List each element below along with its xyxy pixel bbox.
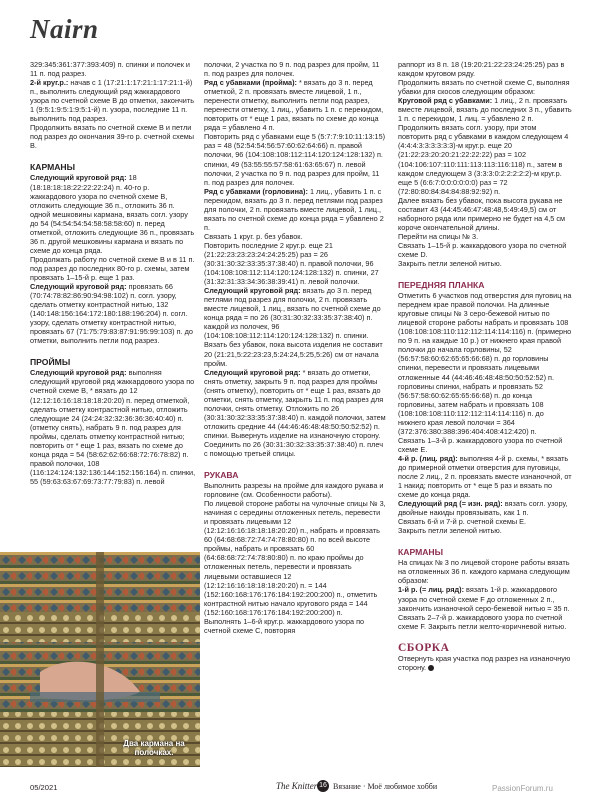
step-label: 1-й р. (= лиц. ряд):: [398, 585, 465, 595]
paragraph: [398, 654, 572, 672]
fair-isle-cardigan-image: [0, 552, 200, 767]
step-label: Круговой ряд с убавками:: [398, 96, 493, 106]
watermark: PassionForum.ru: [492, 784, 553, 793]
step-label: Следующий круговой ряд:: [204, 367, 301, 377]
step-label: Следующий круговой ряд:: [30, 368, 127, 378]
step-text: 1 лиц., 2 п. провязать вместе лицевой, вязать до последних 3 п., убавить 1 п. с перекидом, 1 лиц. = убавлено 2 п.: [398, 96, 572, 124]
end-mark-icon: [428, 665, 434, 671]
paragraph: Связать 1 круг. р. без убавок.: [204, 231, 303, 241]
paragraph: [204, 286, 386, 340]
paragraph: [398, 454, 572, 499]
section-heading-armholes: ПРОЙМЫ: [30, 357, 71, 368]
step-text: выполняя 4-й р. схемы, * вязать до примерной отметки отверстия для пуговицы, после 2 лиц., 2 п. провязать вместе изнаночной, от 1 накид; повторить от * еще 5 раз и вязать по схеме до конца ряда.: [398, 453, 572, 500]
garment-photo: [0, 552, 200, 767]
page-footer: [0, 776, 597, 800]
step-label: Ряд с убавками (горловина):: [204, 186, 308, 196]
step-label: 2-й круг.р.:: [30, 78, 69, 88]
paragraph: По лицевой стороне работы на чулочные спицы № 3, начиная с середины отложенных петель, перевести и провязать лицевыми 12 (12:12:16:16:18:18:18:20:20) п., набрать и провязать 60 (64:68:68:72:74:74:78:80:80) п. по всей высоте проймы, набрать и провязать 60 (64:68:68:72:74:78:80:80) п. по краю проймы до отложенных петель, перевести и провязать лицевыми оставшиеся 12 (12:12:16:16:18:18:18:20:20) п. = 144 (152:160:168:176:176:184:192:200:200) п., отметить контрастной нитью начало кругового ряда = 144 (152:160:168:176:176:184:192:200:200) п.: [204, 499, 386, 617]
step-text: вязать до 3 п. перед петлями под разрез для полочки, 2 п. провязать вместе лицевой, 1 лиц., вязать по счетной схеме до конца ряда = по 26 (30:31:30:32:33:35:37:38:40) п. каждой из полочек, 96 (104:108:108:112:114:120:124:128:132) п. спинки.: [204, 286, 381, 341]
paragraph: Связать 1–3-й р. жаккардового узора по счетной схеме Е.: [398, 435, 563, 454]
paragraph: Повторить последние 2 круг.р. еще 21 (21:22:23:23:23:24:24:25:25) раз = 26 (30:31:30:32:33:35:37:38:40) п. правой полочки, 96 (104:108:108:112:114:120:124:128:132) п. спинки, 27 (31:32:31:33:34:36:38:39:41) п. левой полочки.: [204, 240, 379, 287]
paragraph: Продолжать работу по счетной схеме В и в 11 п. под разрез до последних 80-го р. схемы, затем провязать 1–15-й р. еще 1 раз.: [30, 254, 195, 282]
paragraph: Повторить ряд с убавками еще 5 (5:7:7:9:10:11:13:15) раз = 48 (52:54:54:56:57:60:62:64:66) п. правой полочки, 96 (104:108:108:112:114:120:124:128:132) п. спинки, 49 (53:55:55:57:58:61:63:65:67) п. левой полочки, 2 участка по 9 п. под разрез для пройм, 11 п. под разрез для полочек.: [204, 132, 386, 187]
paragraph: Соединить по 26 (30:31:30:32:33:35:37:38:40) п. плеч с помощью третьей спицы.: [204, 439, 384, 459]
step-label: Следующий ряд (= изн. ряд):: [398, 499, 503, 509]
paragraph: [398, 585, 572, 630]
photo-caption: Два кармана на полочках.: [123, 739, 185, 757]
step-label: Ряд с убавками (пройма):: [204, 78, 297, 88]
paragraph: Связать 1–15-й р. жаккардового узора по счетной схеме D.: [398, 240, 567, 259]
paragraph: полочки, 2 участка по 9 п. под разрез для пройм, 11 п. под разрез для полочек.: [204, 60, 380, 79]
step-text: Отвернуть края участка под разрез на изнаночную сторону.: [398, 653, 571, 672]
paragraph: [398, 499, 572, 517]
step-text: * вязать до отметки, снять отметку, закрыть 9 п. под разрез для проймы (снять отметку), повторить от * еще 1 раз, вязать до отметки, снять отметку, закрыть 11 п. под разрез для полочки, снять отметку. Отложить по 26 (30:31:30:32:33:35:37:38:40) п. каждой полочки, затем отложить средние 44 (44:46:46:48:48:50:50:52:52) п. спинки. Вывернуть изделие на изнаночную сторону.: [204, 367, 386, 440]
step-text: 1 лиц., убавить 1 п. с перекидом, вязать до 3 п. перед петлями под разрез для полочки, 2 п. провязать вместе лицевой, 1 лиц., вязать по счетной схеме до конца ряда = убавлено 2 п.: [204, 186, 384, 232]
paragraph: [30, 173, 196, 254]
paragraph: Вязать без убавок, пока высота изделия не составит 20 (21:21,5:22:23:23,5:24:24,5:25,5:26) см от начала пройм.: [204, 340, 383, 368]
step-label: Следующий круговой ряд:: [204, 286, 301, 296]
paragraph: [30, 78, 196, 123]
magazine-name: The Knitter: [276, 781, 318, 791]
step-text: начав с 1 (17:21:1:17:21:1:17:21:1-й) п., выполнить следующий ряд жаккардового узора по счетной схеме В до отметки, закончить 1 (9:5:1:9:5:1:9:5:1-й) п. узора, последние 11 п. выполнить под разрез.: [30, 78, 195, 124]
step-label: Следующий круговой ряд:: [30, 282, 127, 292]
step-text: выполняя следующий круговой ряд жаккардового узора по счетной схеме В, * вязать до 12 (12:12:16:16:18:18:18:20:20) п. перед отметкой, сделать отметку контрастной нитью, отложить следующие 24 (24:24:32:32:36:36:36:40:40) п. (отметку снять), набрать 9 п. под разрез для проймы, сделать отметку контрастной нитью; повторить от * еще 1 раз, вязать по схеме до конца ряда = 54 (58:62:62:66:68:72:76:78:82) п. правой полочки, 108 (116:124:124:132:136:144:152:156:164) п. спинки, 55 (59:63:63:67:69:73:77:79:83) п. левой: [30, 368, 196, 486]
issue-date: 05/2021: [30, 783, 58, 792]
step-text: 18 (18:18:18:18:22:22:22:24) п. 40-го р. жаккардового узора по счетной схеме В, отложить следующие 36 п., отложить 36 п. одной мешковины кармана, вязать согл. узору до 54 (54:54:54:54:58:58:58:60) п. перед отметкой, отложить следующие 36 п., провязать 36 п. другой мешковины кармана и вязать по схеме до конца ряда.: [30, 173, 195, 255]
step-text: * вязать до 3 п. перед отметкой, 2 п. провязать вместе лицевой, 1 п., перенести отметку, выполнить петли под разрез, перенести отметку, 1 лиц., убавить 1 п. с перекидом, повторить от * еще 1 раз, вязать по схеме до конца ряда = убавлено 4 п.: [204, 78, 384, 133]
text-column-3: [398, 60, 572, 742]
section-heading-pockets-2: КАРМАНЫ: [398, 547, 444, 558]
paragraph: [30, 368, 196, 486]
paragraph: [30, 282, 196, 345]
section-heading-front-band: ПЕРЕДНЯЯ ПЛАНКА: [398, 280, 485, 291]
magazine-subtitle: Вязание · Моё любимое хобби: [333, 782, 438, 791]
paragraph: Закрыть петли зеленой нитью.: [398, 259, 502, 269]
text-column-1: [30, 60, 196, 540]
paragraph: Далее вязать без убавок, пока высота рукава не составит 43 (44:45:46:47:48:48,5:49:49,5) см от наборного ряда или примерно не будет на 4,5 см короче окончательной длины.: [398, 195, 566, 232]
paragraph: На спицах № 3 по лицевой стороне работы вязать на отложенных 36 п. каждого кармана следующим образом:: [398, 558, 570, 586]
paragraph: Выполнять 1–6-й круг.р. жаккардового узора по счетной схеме С, повторяя: [204, 616, 365, 635]
step-text: провязать 66 (70:74:78:82:86:90:94:98:102) п. согл. узору, сделать отметку контрастной нитью, 132 (140:148:156:164:172:180:188:196:204) п. согл. узору, сделать отметку контрастной нитью, провязать 67 (71:75:79:83:87:91:95:99:103) п. до отметки, выполнить петли под разрез.: [30, 282, 193, 346]
page-number: 16: [317, 780, 329, 792]
step-label: 4-й р. (лиц. ряд):: [398, 453, 458, 463]
text-column-2: [204, 60, 386, 635]
paragraph: Выполнить разрезы на пройме для каждого рукава и горловине (см. Особенности работы).: [204, 481, 384, 500]
paragraph: Закрыть петли зеленой нитью.: [398, 526, 502, 536]
paragraph: [398, 96, 572, 123]
section-heading-pockets: КАРМАНЫ: [30, 162, 76, 173]
section-heading-sleeves: РУКАВА: [204, 470, 239, 481]
page-title: Nairn: [30, 14, 99, 44]
step-text: вязать согл. узору, двойные накиды провязывать, как 1 п.: [398, 499, 568, 518]
paragraph: Перейти на спицы № 3.: [398, 231, 479, 241]
step-text: вязать 1-й р. жаккардового узора по счетной схеме F до отложенных 2 п., закончить изнаночной серо-бежевой нитью = 35 п. Связать 2–7-й р. жаккардового узора по счетной схеме F. Закрыть петли желто-коричневой нитью.: [398, 585, 570, 631]
step-label: Следующий круговой ряд:: [30, 173, 127, 183]
paragraph: раппорт из 8 п. 18 (19:20:21:22:23:24:25:25) раз в каждом круговом ряду.: [398, 60, 565, 79]
paragraph: [204, 78, 386, 132]
paragraph: Связать 6-й и 7-й р. счетной схемы Е.: [398, 517, 527, 527]
section-heading-assembly: СБОРКА: [398, 641, 450, 654]
paragraph: Продолжить вязать согл. узору, при этом повторить ряд с убавками в каждом следующем 4 (4:4:4:3:3:3:3:3:3)-м круг.р. еще 20 (21:22:23:20:20:21:22:22:22) раз = 102 (104:106:107:110:111:113:113:116:118) п., затем в каждом следующем 3 (3:3:3:0:2:2:2:2:2)-м круг.р. еще 5 (6:6:7:0:0:0:0:0:0) раз = 72 (72:80:80:84:84:84:88:92:92) п.: [398, 123, 569, 196]
paragraph: Продолжить вязать по счетной схеме С, выполняя убавки для скосов следующим образом:: [398, 78, 570, 97]
paragraph: Отметить 6 участков под отверстия для пуговиц на переднем крае правой полочки. На длинные круговые спицы № 3 серо-бежевой нитью по лицевой стороне работы набрать и провязать 108 (108:108:108:110:112:112:114:114:116) п. (примерно по 9 п. на каждые 10 р.) от нижнего края правой полочки до начала горловины, 52 (56:57:58:60:62:65:65:66:68) п. до горловины спинки, перевести и провязать лицевыми отложенные 44 (44:46:46:48:48:50:50:52:52) п. горловины спинки, набрать и провязать 52 (56:57:58:60:62:65:65:66:68) п. до конца горловины, затем набрать и провязать 108 (108:108:108:110:112:112:114:114:116) п. до нижнего края левой полочки = 364 (372:376:380:388:396:404:408:412:420) п.: [398, 291, 572, 436]
paragraph: [204, 187, 386, 232]
paragraph: Продолжить вязать по счетной схеме В и петли под разрез до окончания 39-го р. счетной схемы В.: [30, 123, 195, 151]
paragraph: 329:345:361:377:393:409) п. спинки и полочек и 11 п. под разрез.: [30, 60, 190, 79]
paragraph: [204, 368, 386, 440]
